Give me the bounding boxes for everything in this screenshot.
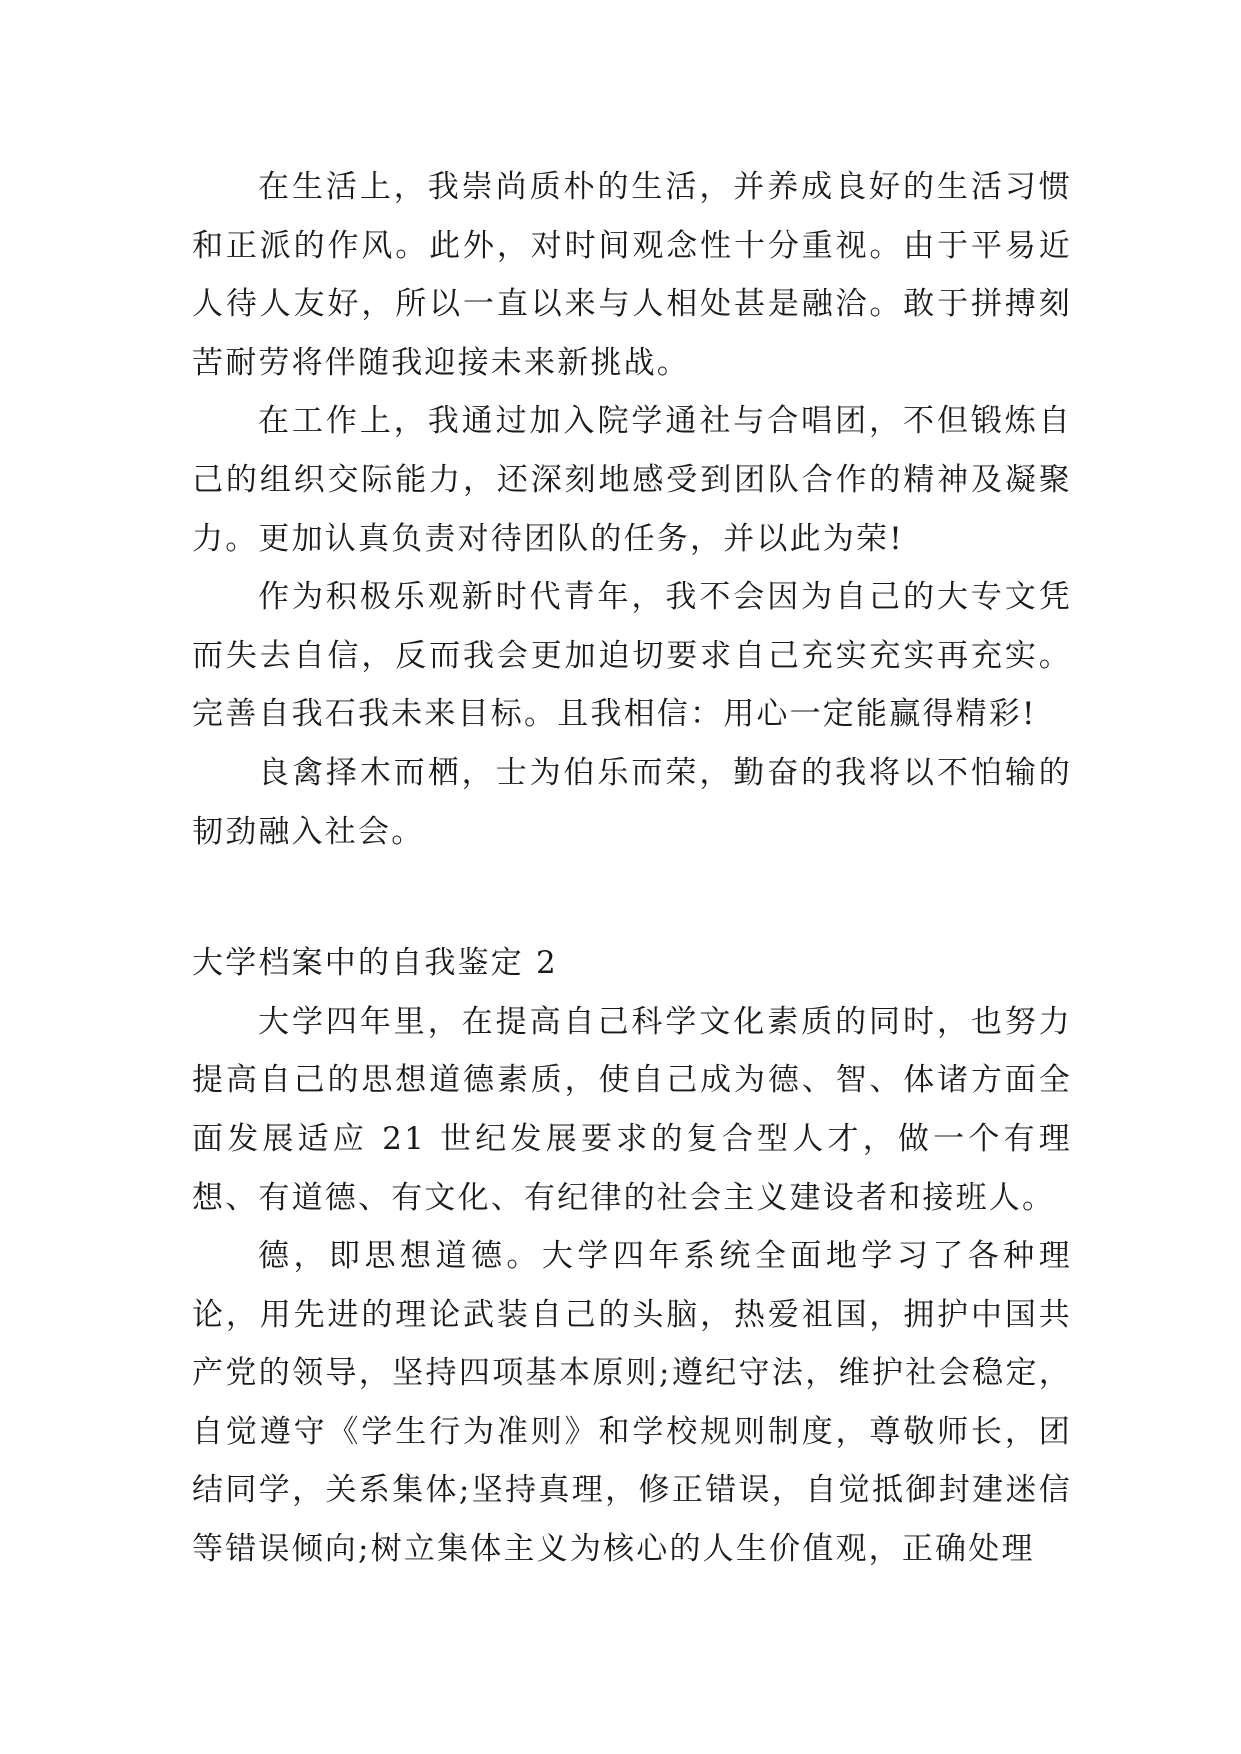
paragraph-society: 良禽择木而栖，士为伯乐而荣，勤奋的我将以不怕输的韧劲融入社会。: [192, 754, 1072, 850]
paragraph-confidence: 作为积极乐观新时代青年，我不会因为自己的大专文凭而失去自信，反而我会更加迫切要求自己充实充实再充实。完善自我石我未来目标。且我相信：用心一定能赢得精彩!: [192, 579, 1072, 733]
document-body: [192, 158, 1072, 1579]
section-title: 大学档案中的自我鉴定 2: [192, 945, 558, 982]
paragraph-work: 在工作上，我通过加入院学通社与合唱团，不但锻炼自己的组织交际能力，还深刻地感受到团队合作的精神及凝聚力。更加认真负责对待团队的任务，并以此为荣!: [192, 403, 1072, 557]
paragraph-life: 在生活上，我崇尚质朴的生活，并养成良好的生活习惯和正派的作风。此外，对时间观念性十分重视。由于平易近人待人友好，所以一直以来与人相处甚是融洽。敢于拼搏刻苦耐劳将伴随我迎接未来新挑战。: [192, 169, 1072, 381]
paragraph-morality: 德，即思想道德。大学四年系统全面地学习了各种理论，用先进的理论武装自己的头脑，热爱祖国，拥护中国共产党的领导，坚持四项基本原则;遵纪守法，维护社会稳定，自觉遵守《学生行为准则》和学校规则制度，尊敬师长，团结同学，关系集体;坚持真理，修正错误，自觉抵御封建迷信等错误倾向;树立集体主义为核心的人生价值观，正确处理: [192, 1238, 1072, 1568]
paragraph-four-years: 大学四年里，在提高自己科学文化素质的同时，也努力提高自己的思想道德素质，使自己成为德、智、体诸方面全面发展适应 21 世纪发展要求的复合型人才，做一个有理想、有道德、有文化、有纪律的社会主义建设者和接班人。: [192, 1003, 1072, 1216]
